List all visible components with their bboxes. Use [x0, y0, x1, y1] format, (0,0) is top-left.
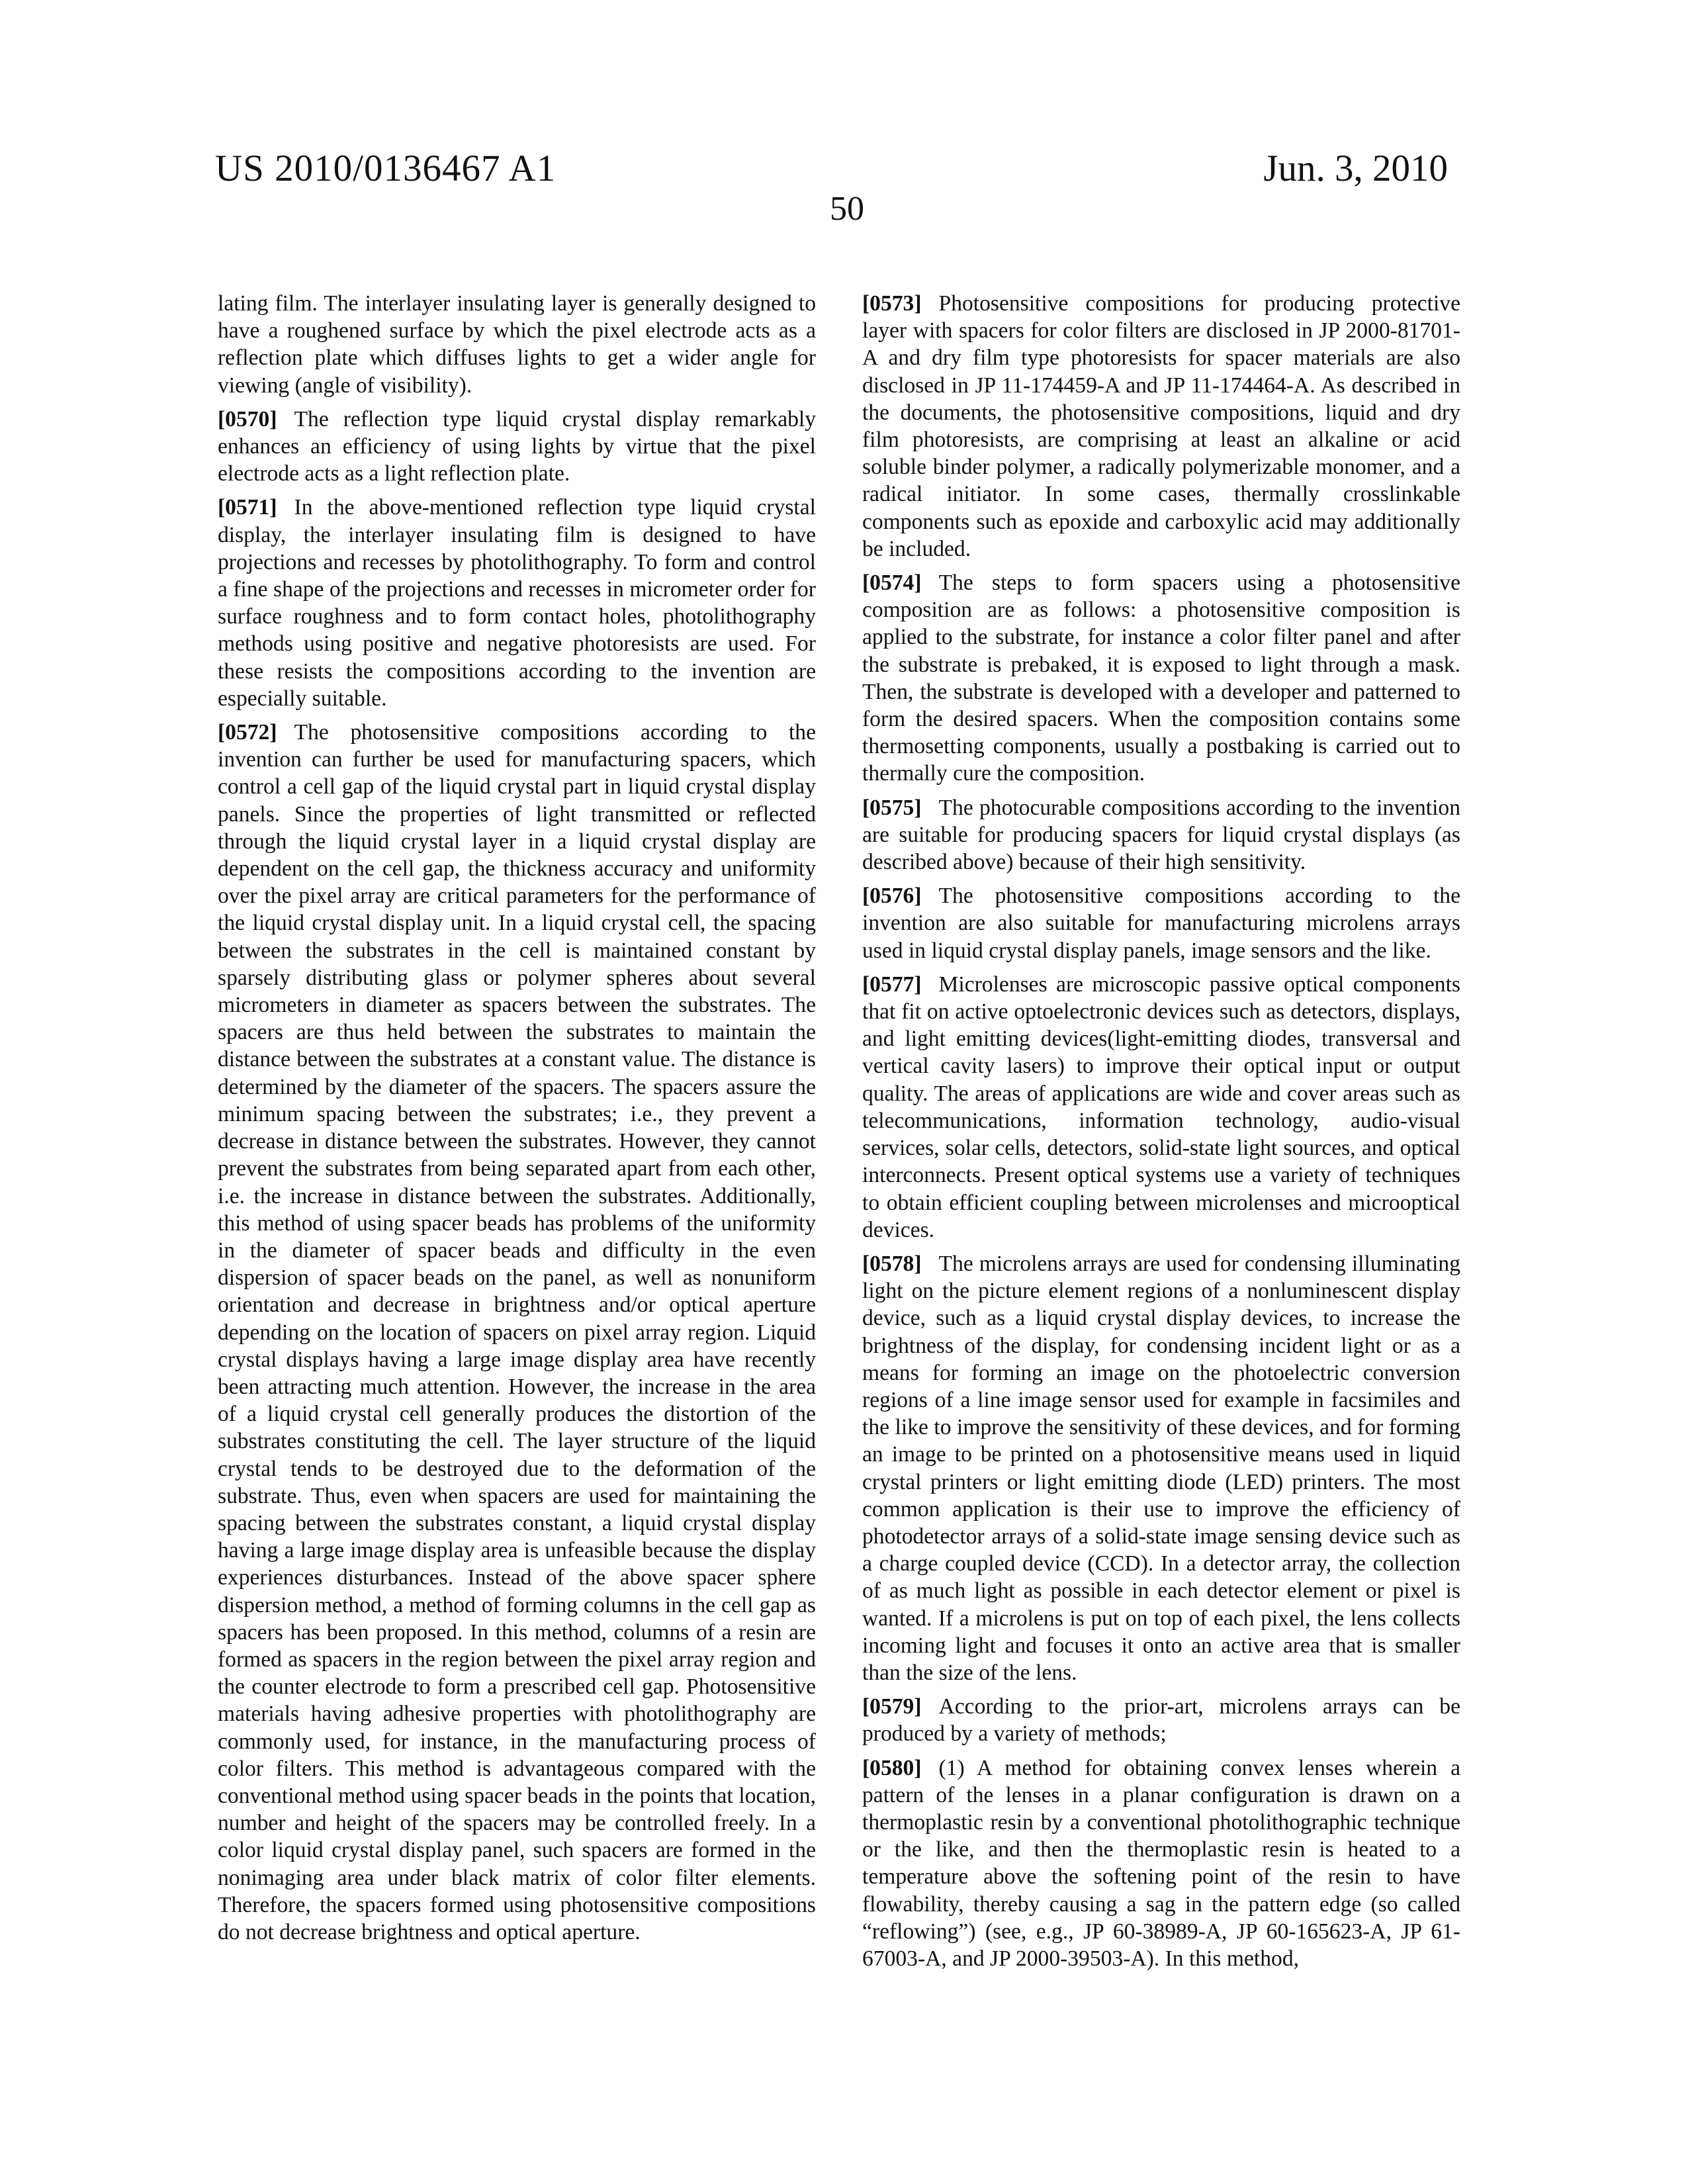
patent-page: [0, 0, 1694, 2184]
page-number: 50: [0, 189, 1694, 228]
paragraph-text: The photosensitive compositions according to the invention are also suitable for manufacturing microlens arrays used in liquid crystal display panels, image sensors and the like.: [862, 884, 1460, 962]
paragraph-id: [0575]: [862, 796, 922, 820]
paragraph-text: The microlens arrays are used for condensing illuminating light on the picture element regions of a nonluminescent display device, such as a liquid crystal display devices, to increase the brightness of the display, for condensing incident light or as a means for forming an image on the photoelectric conversion regions of a line image sensor used for example in facsimiles and the like to improve the sensitivity of these devices, and for forming an image to be printed on a photosensitive means used in liquid crystal printers or light emitting diode (LED) printers. The most common application is their use to improve the efficiency of photodetector arrays of a solid-state image sensing device such as a charge coupled device (CCD). In a detector array, the collection of as much light as possible in each detector element or pixel is wanted. If a microlens is put on top of each pixel, the lens collects incoming light and focuses it onto an active area that is smaller than the size of the lens.: [862, 1251, 1460, 1685]
publication-number: US 2010/0136467 A1: [215, 147, 556, 190]
paragraph-id: [0579]: [862, 1694, 922, 1719]
paragraph-0572: [218, 719, 816, 1946]
paragraph-0575: [862, 794, 1460, 876]
left-column: [218, 290, 816, 1952]
paragraph-id: [0572]: [218, 720, 277, 745]
paragraph-id: [0571]: [218, 495, 277, 520]
paragraph-0570: [218, 406, 816, 488]
right-column: [862, 290, 1460, 1979]
paragraph-0571: [218, 494, 816, 712]
publication-date: Jun. 3, 2010: [1263, 147, 1448, 190]
paragraph-text: (1) A method for obtaining convex lenses wherein a pattern of the lenses in a planar configuration is drawn on a thermoplastic resin by a conventional photolithographic technique or the like, and then the thermoplastic resin is heated to a temperature above the softening point of the resin to have flowability, thereby causing a sag in the pattern edge (so called “reflowing”) (see, e.g., JP 60-38989-A, JP 60-165623-A, JP 61-67003-A, and JP 2000-39503-A). In this method,: [862, 1756, 1460, 1971]
paragraph-id: [0576]: [862, 884, 922, 908]
paragraph-text: The reflection type liquid crystal display remarkably enhances an efficiency of using lights by virtue that the pixel electrode acts as a light reflection plate.: [218, 407, 816, 486]
paragraph-text: Photosensitive compositions for producing protective layer with spacers for color filters are disclosed in JP 2000-81701-A and dry film type photoresists for spacer materials are also disclosed in JP 11-174459-A and JP 11-174464-A. As described in the documents, the photosensitive compositions, liquid and dry film photoresists, are comprising at least an alkaline or acid soluble binder polymer, a radically polymerizable monomer, and a radical initiator. In some cases, thermally crosslinkable components such as epoxide and carboxylic acid may additionally be included.: [862, 291, 1460, 561]
paragraph-id: [0580]: [862, 1756, 922, 1780]
paragraph-0580: [862, 1754, 1460, 1973]
paragraph-id: [0577]: [862, 972, 922, 997]
paragraph-text: In the above-mentioned reflection type liquid crystal display, the interlayer insulating film is designed to have projections and recesses by photolithography. To form and control a fine shape of the projections and recesses in micrometer order for surface roughness and to form contact holes, photolithography methods using positive and negative photoresists are used. For these resists the compositions according to the invention are especially suitable.: [218, 495, 816, 710]
paragraph-text: The steps to form spacers using a photosensitive composition are as follows: a photosensitive composition is applied to the substrate, for instance a color filter panel and after the substrate is prebaked, it is exposed to light through a mask. Then, the substrate is developed with a developer and patterned to form the desired spacers. When the composition contains some thermosetting components, usually a postbaking is carried out to thermally cure the composition.: [862, 570, 1460, 786]
paragraph-0573: [862, 290, 1460, 563]
paragraph-text: The photocurable compositions according to the invention are suitable for producing spacers for liquid crystal displays (as described above) because of their high sensitivity.: [862, 796, 1460, 874]
paragraph-id: [0574]: [862, 570, 922, 595]
paragraph-0579: [862, 1693, 1460, 1747]
paragraph-id: [0578]: [862, 1251, 922, 1276]
paragraph-0576: [862, 882, 1460, 964]
paragraph-0578: [862, 1250, 1460, 1686]
paragraph-0577: [862, 971, 1460, 1244]
paragraph-text: The photosensitive compositions according to the invention can further be used for manufacturing spacers, which control a cell gap of the liquid crystal part in liquid crystal display panels. Since the properties of light transmitted or reflected through the liquid crystal layer in a liquid crystal display are dependent on the cell gap, the thickness accuracy and uniformity over the pixel array are critical parameters for the performance of the liquid crystal display unit. In a liquid crystal cell, the spacing between the substrates in the cell is maintained constant by sparsely distributing glass or polymer spheres about several micrometers in diameter as spacers between the substrates. The spacers are thus held between the substrates to maintain the distance between the substrates at a constant value. The distance is determined by the diameter of the spacers. The spacers assure the minimum spacing between the substrates; i.e., they prevent a decrease in distance between the substrates. However, they cannot prevent the substrates from being separated apart from each other, i.e. the increase in distance between the substrates. Additionally, this method of using spacer beads has problems of the uniformity in the diameter of spacer beads and difficulty in the even dispersion of spacer beads on the panel, as well as nonuniform orientation and decrease in brightness and/or optical aperture depending on the location of spacers on pixel array region. Liquid crystal displays having a large image display area have recently been attracting much attention. However, the increase in the area of a liquid crystal cell generally produces the distortion of the substrates constituting the cell. The layer structure of the liquid crystal tends to be destroyed due to the deformation of the substrate. Thus, even when spacers are used for maintaining the spacing between the substrates constant, a liquid crystal display having a large image display area is unfeasible because the display experiences disturbances. Instead of the above spacer sphere dispersion method, a method of forming columns in the cell gap as spacers has been proposed. In this method, columns of a resin are formed as spacers in the region between the pixel array region and the counter electrode to form a prescribed cell gap. Photosensitive materials having adhesive properties with photolithography are commonly used, for instance, in the manufacturing process of color filters. This method is advantageous compared with the conventional method using spacer beads in the points that location, number and height of the spacers may be controlled freely. In a color liquid crystal display panel, such spacers are formed in the nonimaging area under black matrix of color filter elements. Therefore, the spacers formed using photosensitive compositions do not decrease brightness and optical aperture.: [218, 720, 816, 1944]
paragraph-text: Microlenses are microscopic passive optical components that fit on active optoelectronic devices such as detectors, displays, and light emitting devices(light-emitting diodes, transversal and vertical cavity lasers) to improve their optical input or output quality. The areas of applications are wide and cover areas such as telecommunications, information technology, audio-visual services, solar cells, detectors, solid-state light sources, and optical interconnects. Present optical systems use a variety of techniques to obtain efficient coupling between microlenses and microoptical devices.: [862, 972, 1460, 1242]
paragraph-text: According to the prior-art, microlens arrays can be produced by a variety of methods;: [862, 1694, 1460, 1746]
paragraph-id: [0573]: [862, 291, 922, 316]
paragraph-0574: [862, 569, 1460, 788]
paragraph-id: [0570]: [218, 407, 277, 432]
continuation-paragraph: lating film. The interlayer insulating layer is generally designed to have a roughened surface by which the pixel electrode acts as a reflection plate which diffuses lights to get a wider angle for viewing (angle of visibility).: [218, 290, 816, 399]
